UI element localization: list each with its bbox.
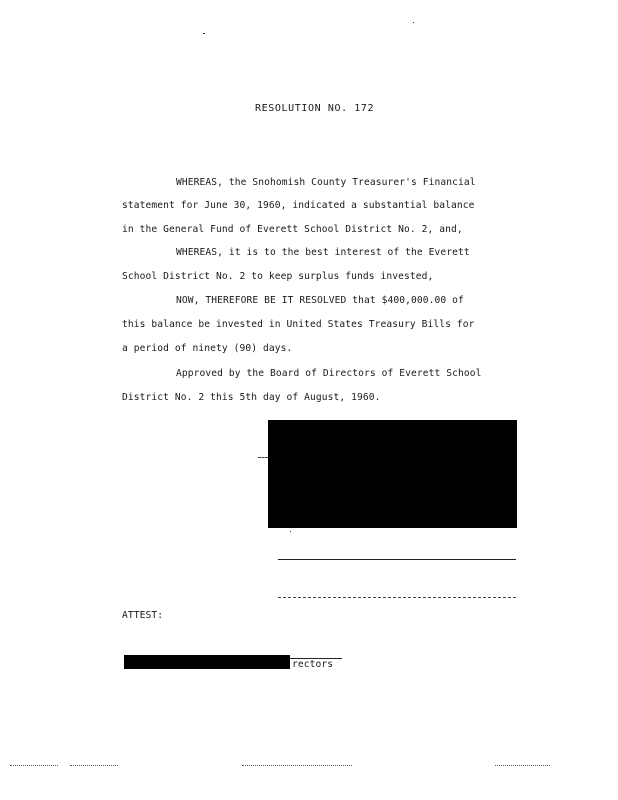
paragraph-4-line-2: District No. 2 this 5th day of August, 1960.	[122, 392, 381, 403]
footer-artifact	[70, 765, 118, 766]
attest-suffix: rectors	[292, 659, 334, 670]
attest-label: ATTEST:	[122, 610, 164, 621]
footer-artifact	[495, 765, 550, 766]
paragraph-2-line-2: School District No. 2 to keep surplus funds invested,	[122, 271, 434, 282]
scan-speck	[413, 22, 414, 23]
signature-mark	[258, 457, 268, 458]
paragraph-1-line-1: WHEREAS, the Snohomish County Treasurer's Financial	[176, 177, 476, 188]
signature-line-2	[278, 597, 516, 598]
paragraph-1-line-3: in the General Fund of Everett School District No. 2, and,	[122, 224, 463, 235]
scan-speck	[290, 531, 291, 532]
paragraph-2-line-1: WHEREAS, it is to the best interest of the Everett	[176, 247, 470, 258]
redacted-signature-block	[268, 420, 517, 528]
signature-line-1	[278, 559, 516, 560]
paragraph-1-line-2: statement for June 30, 1960, indicated a substantial balance	[122, 200, 475, 211]
footer-artifact	[10, 765, 58, 766]
resolution-title: RESOLUTION NO. 172	[255, 103, 375, 114]
paragraph-3-line-1: NOW, THEREFORE BE IT RESOLVED that $400,000.00 of	[176, 295, 464, 306]
paragraph-4-line-1: Approved by the Board of Directors of Everett School	[176, 368, 482, 379]
footer-artifact	[242, 765, 352, 766]
scan-speck	[203, 33, 205, 34]
paragraph-3-line-3: a period of ninety (90) days.	[122, 343, 293, 354]
redacted-attest-name	[124, 655, 290, 669]
paragraph-3-line-2: this balance be invested in United States Treasury Bills for	[122, 319, 475, 330]
